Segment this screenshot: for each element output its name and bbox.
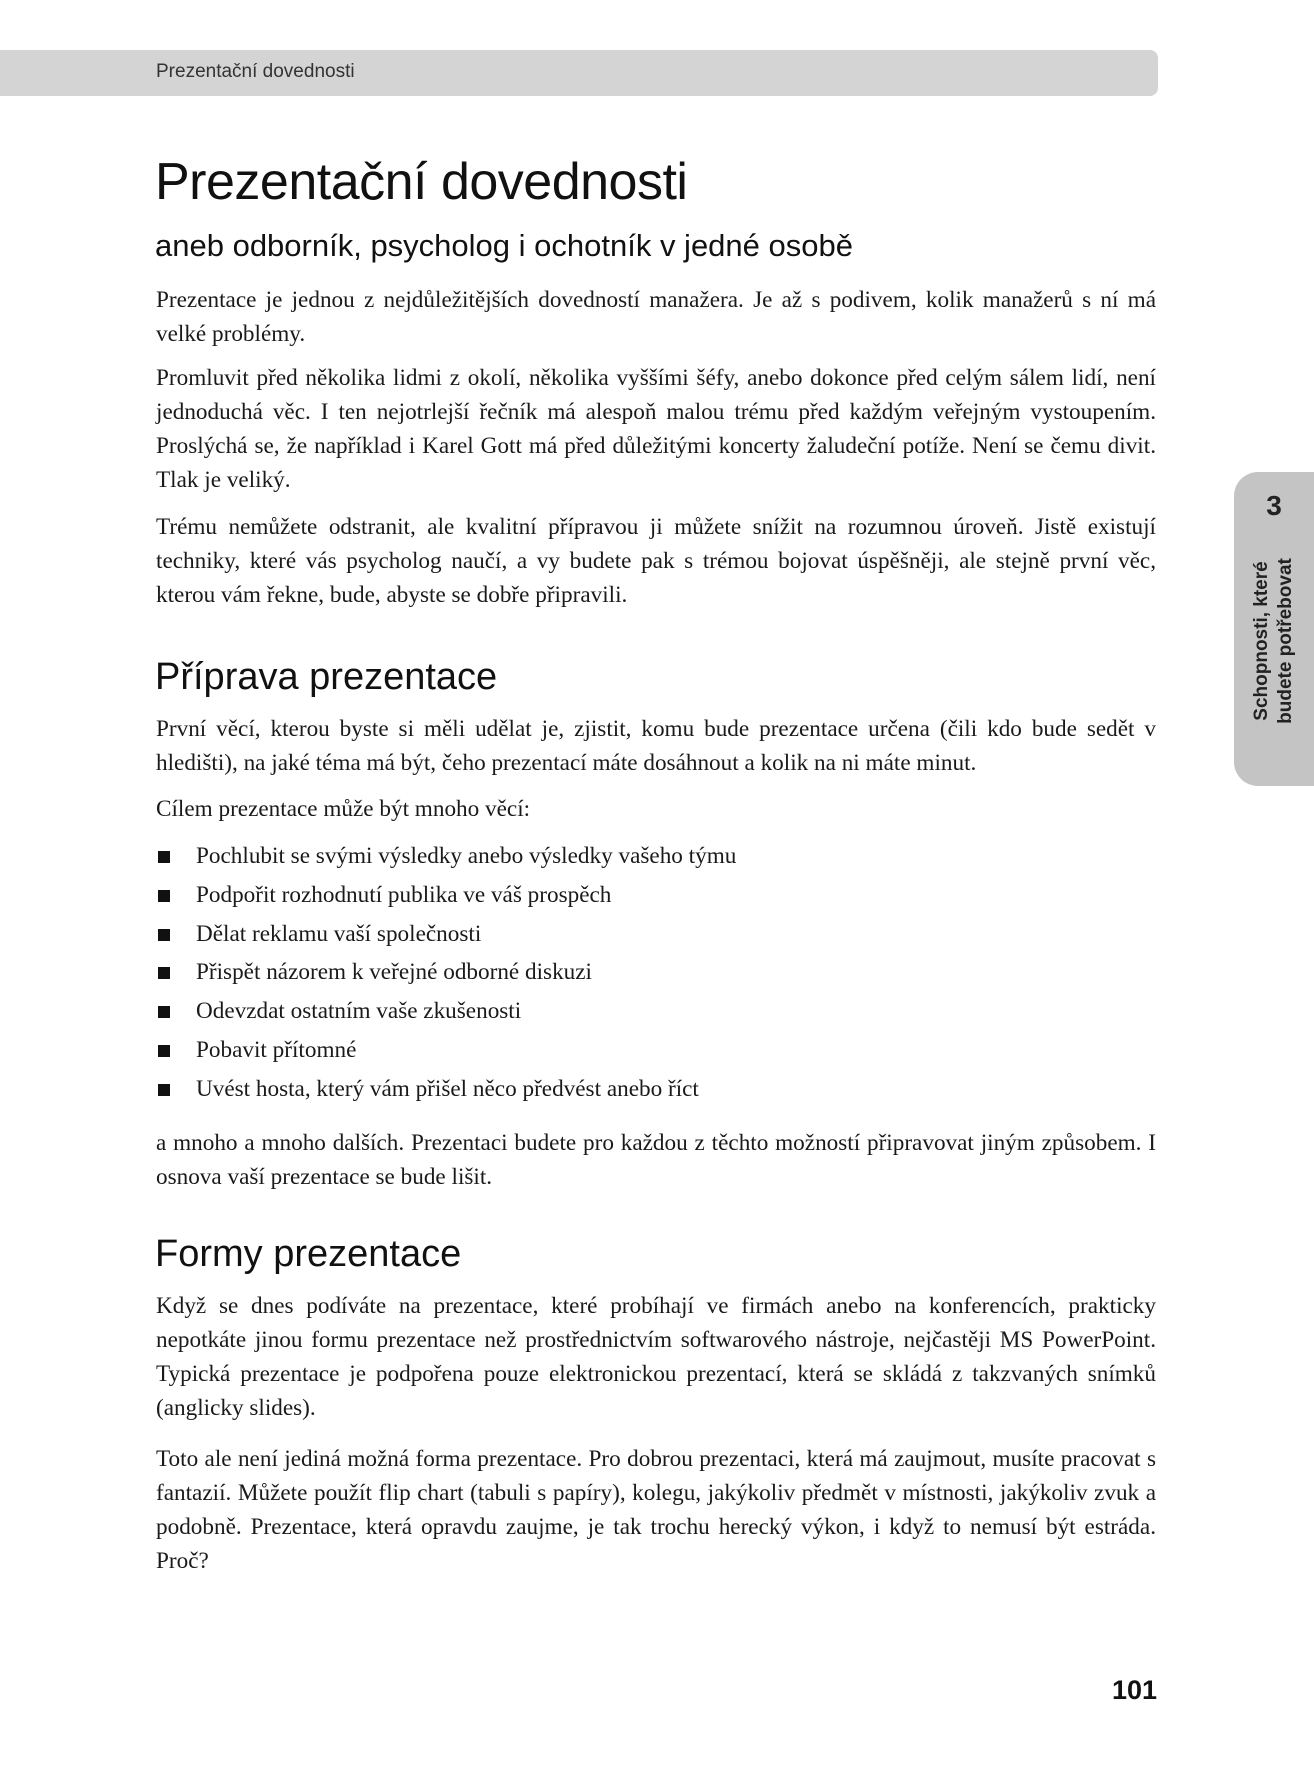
paragraph-text: První věcí, kterou byste si měli udělat je, zjistit, komu bude prezentace určena (čili kdo bude sedět v hledišti), na jaké téma má být, čeho prezentací máte dosáhnout a kolik na ni máte minut. xyxy=(156,716,1156,776)
paragraph-text: Když se dnes podíváte na prezentace, které probíhají ve firmách anebo na konferencích, prakticky nepotkáte jinou formu prezentace než prostřednictvím softwarového nástroje, nejčastěji MS PowerPoint. Typická prezentace je podpořena pouze elektronickou prezentací, která se skládá z takzvaných snímků (anglicky slides). xyxy=(156,1293,1156,1421)
paragraph-text: Trému nemůžete odstranit, ale kvalitní přípravou ji můžete snížit na rozumnou úroveň. Jistě existují techniky, které vás psycholog naučí, a vy budete pak s trémou bojovat úspěšněji, ale stejně první věc, kterou vám řekne, bude, abyste se dobře připravili. xyxy=(156,514,1156,608)
square-bullet-icon xyxy=(158,1045,170,1057)
list-item xyxy=(156,1072,1156,1111)
section1-paragraph-1 xyxy=(156,712,1156,780)
section-heading-priprava: Příprava prezentace xyxy=(155,656,498,698)
square-bullet-icon xyxy=(158,890,170,902)
chapter-title-line-1: Schopnosti, které xyxy=(1251,561,1272,721)
list-item xyxy=(156,994,1156,1033)
square-bullet-icon xyxy=(158,1084,170,1096)
list-item xyxy=(156,917,1156,956)
section2-paragraph-2 xyxy=(156,1442,1156,1578)
page-title: Prezentační dovednosti xyxy=(155,153,688,211)
square-bullet-icon xyxy=(158,967,170,979)
list-item xyxy=(156,839,1156,878)
goals-list xyxy=(156,839,1156,1111)
section1-paragraph-2 xyxy=(156,792,1156,826)
intro-paragraph-2 xyxy=(156,361,1156,497)
list-item xyxy=(156,1033,1156,1072)
list-item-text: Pochlubit se svými výsledky anebo výsledky vašeho týmu xyxy=(196,843,737,869)
page-number: 101 xyxy=(1112,1675,1158,1705)
list-item-text: Podpořit rozhodnutí publika ve váš prospěch xyxy=(196,881,612,908)
list-item-text: Přispět názorem k veřejné odborné diskuzi xyxy=(196,959,592,986)
chapter-title-vertical xyxy=(1250,536,1298,746)
chapter-title-line-2: budete potřebovat xyxy=(1275,558,1296,724)
list-item xyxy=(156,955,1156,994)
paragraph-text: Promluvit před několika lidmi z okolí, několika vyššími šéfy, anebo dokonce před celým sálem lidí, není jednoduchá věc. I ten nejotrlejší řečník má alespoň malou trému před každým veřejným vystoupením. Proslýchá se, že například i Karel Gott má před důležitými koncerty žaludeční potíže. Není se čemu divit. Tlak je veliký. xyxy=(156,365,1156,493)
paragraph-text: Toto ale není jediná možná forma prezentace. Pro dobrou prezentaci, která má zaujmout, musíte pracovat s fantazií. Můžete použít flip chart (tabuli s papíry), kolegu, jakýkoliv předmět v místnosti, jakýkoliv zvuk a podobně. Prezentace, která opravdu zaujme, je tak trochu herecký výkon, i když to nemusí být estráda. Proč? xyxy=(156,1446,1156,1574)
running-header: Prezentační dovednosti xyxy=(156,61,355,82)
page-subtitle: aneb odborník, psycholog i ochotník v jedné osobě xyxy=(155,228,853,263)
list-item-text: Uvést hosta, který vám přišel něco předvést anebo říct xyxy=(196,1075,699,1102)
square-bullet-icon xyxy=(158,1006,170,1018)
square-bullet-icon xyxy=(158,851,170,863)
list-item-text: Odevzdat ostatním vaše zkušenosti xyxy=(196,998,522,1025)
list-item-text: Pobavit přítomné xyxy=(196,1036,357,1063)
section1-closing-paragraph xyxy=(156,1126,1156,1194)
paragraph-text: Prezentace je jednou z nejdůležitějších dovedností manažera. Je až s podivem, kolik manažerů s ní má velké problémy. xyxy=(156,287,1156,347)
section-heading-formy: Formy prezentace xyxy=(155,1233,462,1275)
list-item-text: Dělat reklamu vaší společnosti xyxy=(196,920,482,947)
paragraph-text: Cílem prezentace může být mnoho věcí: xyxy=(156,796,531,822)
list-item xyxy=(156,878,1156,917)
square-bullet-icon xyxy=(158,929,170,941)
intro-paragraph-1 xyxy=(156,283,1156,351)
intro-paragraph-3 xyxy=(156,510,1156,612)
section2-paragraph-1 xyxy=(156,1289,1156,1425)
chapter-number: 3 xyxy=(1266,490,1282,521)
paragraph-text: a mnoho a mnoho dalších. Prezentaci budete pro každou z těchto možností připravovat jiným způsobem. I osnova vaší prezentace se bude lišit. xyxy=(156,1130,1156,1190)
